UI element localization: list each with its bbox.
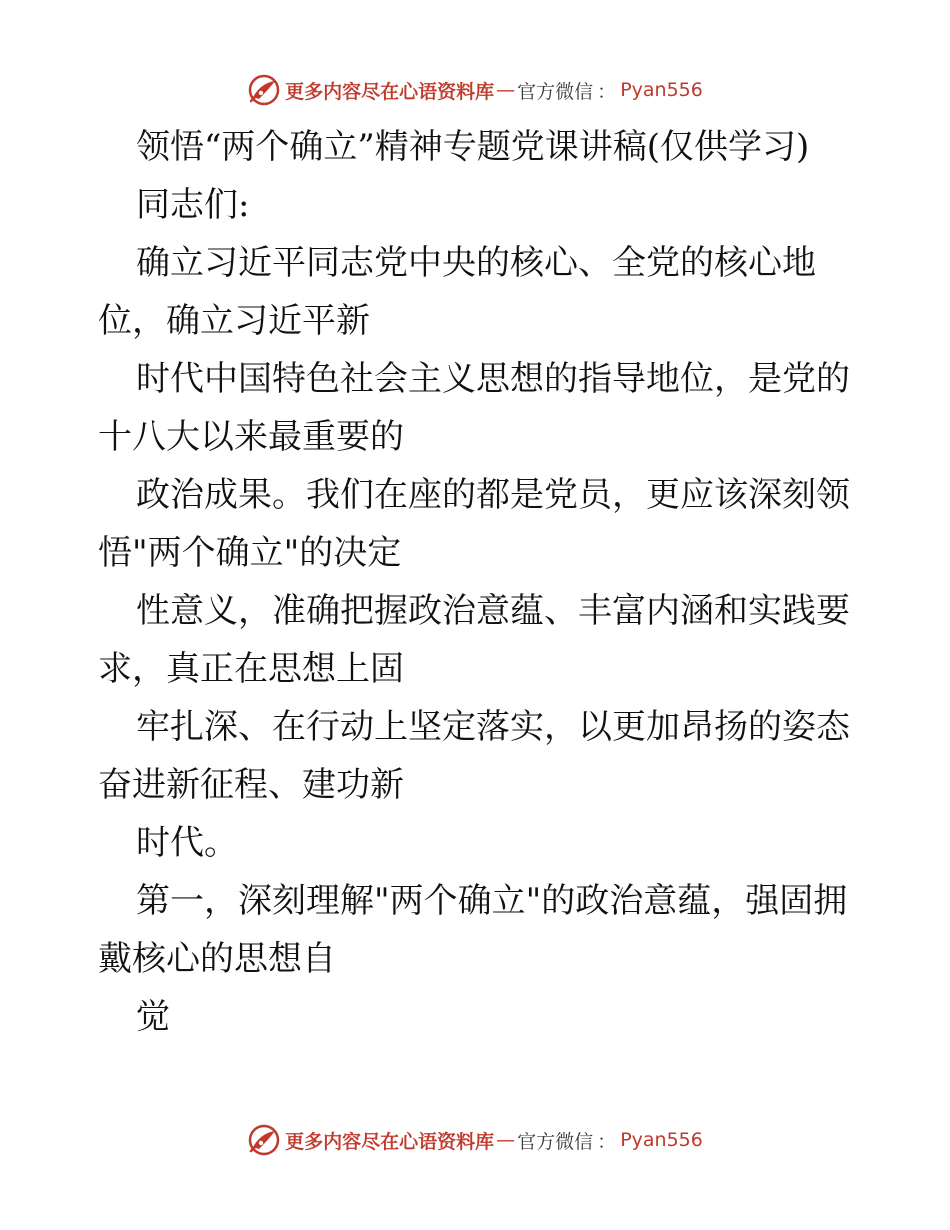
paragraph-line: 牢扎深、在行动上坚定落实，以更加昂扬的姿态 (136, 707, 850, 747)
banner-label: 官方微信 (517, 80, 594, 103)
banner-wechat-id: Pyan556 (620, 79, 703, 101)
paragraph-line: 十八大以来最重要的 (98, 417, 404, 457)
paragraph-line: 求，真正在思想上固 (98, 649, 404, 689)
paragraph-line: 性意义，准确把握政治意蕴、丰富内涵和实践要 (136, 591, 850, 631)
banner-label: 官方微信 (517, 1130, 594, 1153)
salutation: 同志们: (136, 185, 250, 225)
banner-separator: ： (597, 1130, 617, 1153)
paragraph-4 (98, 582, 868, 698)
paragraph-line: 奋进新征程、建功新 (98, 765, 404, 805)
document-body (98, 118, 868, 1046)
banner-dash: — (496, 1129, 516, 1151)
paragraph-7 (98, 872, 868, 988)
banner-separator: ： (597, 80, 617, 103)
paragraph-line: 戴核心的思想自 (98, 939, 336, 979)
paragraph-line: 时代。 (136, 823, 238, 863)
paragraph-1 (98, 234, 868, 350)
paragraph-line: 时代中国特色社会主义思想的指导地位，是党的 (136, 359, 850, 399)
paragraph-line: 觉 (136, 997, 170, 1037)
banner-dash: — (496, 79, 516, 101)
banner-wechat-id: Pyan556 (620, 1129, 703, 1151)
paragraph-5 (98, 698, 868, 814)
paragraph-line: 确立习近平同志党中央的核心、全党的核心地 (136, 243, 816, 283)
paragraph-line: 政治成果。我们在座的都是党员，更应该深刻领 (136, 475, 850, 515)
footer-banner (0, 1120, 950, 1160)
paragraph-8 (98, 988, 868, 1046)
pen-nib-logo-icon (247, 73, 281, 107)
paragraph-line: 第一，深刻理解"两个确立"的政治意蕴，强固拥 (136, 881, 848, 921)
paragraph-line: 悟"两个确立"的决定 (98, 533, 402, 573)
paragraph-line: 位，确立习近平新 (98, 301, 370, 341)
banner-main-text: 更多内容尽在心语资料库 (285, 80, 495, 103)
pen-nib-logo-icon (247, 1123, 281, 1157)
banner-main-text: 更多内容尽在心语资料库 (285, 1130, 495, 1153)
paragraph-6 (98, 814, 868, 872)
header-banner (0, 70, 950, 110)
paragraph-2 (98, 350, 868, 466)
paragraph-3 (98, 466, 868, 582)
document-title: 领悟“两个确立”精神专题党课讲稿(仅供学习) (136, 127, 810, 167)
